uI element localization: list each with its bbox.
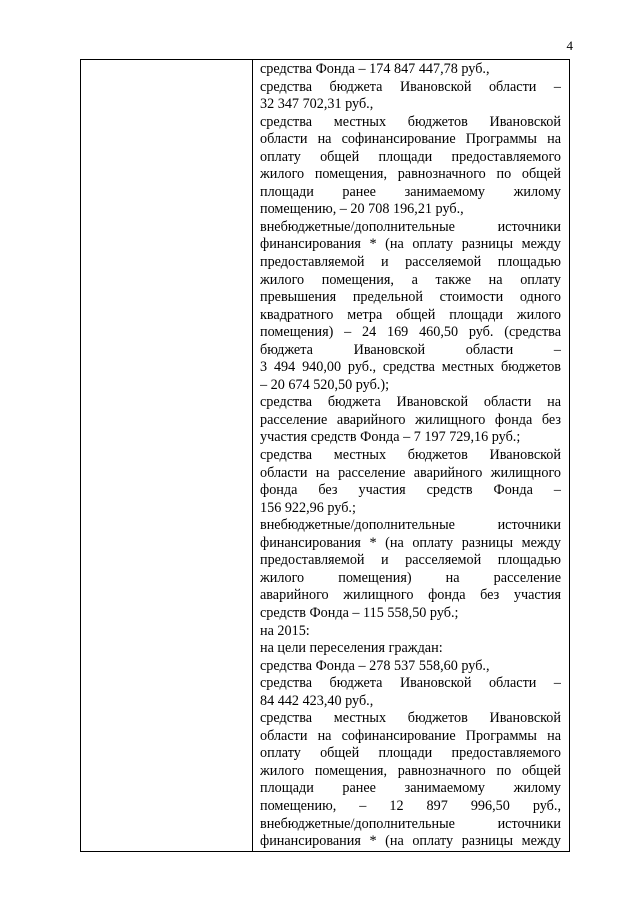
- text-line: жилого помещения, равнозначного по общей: [260, 166, 561, 183]
- text-line: финансирования * (на оплату разницы между: [260, 534, 561, 551]
- text-line: средства бюджета Ивановской области –: [260, 675, 561, 692]
- text-line: области на расселение аварийного жилищного: [260, 464, 561, 481]
- text-line: на 2015:: [260, 622, 310, 639]
- text-line: предоставляемой и расселяемой площадью: [260, 552, 561, 569]
- table-left-cell: [81, 60, 253, 852]
- text-line: средства Фонда – 174 847 447,78 руб.,: [260, 61, 490, 77]
- text-line: предоставляемой и расселяемой площадью: [260, 254, 561, 271]
- text-line: 32 347 702,31 руб.,: [260, 96, 374, 113]
- text-line: финансирования * (на оплату разницы между: [260, 833, 561, 850]
- text-line: внебюджетные/дополнительные источники: [260, 517, 561, 534]
- text-line: расселение аварийного жилищного фонда без: [260, 411, 561, 428]
- text-line: области на софинансирование Программы на: [260, 131, 561, 148]
- text-line: оплату общей площади предоставляемого: [260, 148, 561, 165]
- text-line: – 20 674 520,50 руб.);: [260, 376, 390, 393]
- text-line: средства бюджета Ивановской области –: [260, 78, 561, 95]
- text-line: внебюджетные/дополнительные источники: [260, 815, 561, 832]
- text-line: фонда без участия средств Фонда –: [260, 482, 561, 499]
- text-line: жилого помещения) на расселение: [260, 569, 561, 586]
- text-line: средства Фонда – 278 537 558,60 руб.,: [260, 657, 490, 674]
- text-line: помещения) – 24 169 460,50 руб. (средства: [260, 324, 561, 341]
- text-line: средства местных бюджетов Ивановской: [260, 710, 561, 727]
- text-line: квадратного метра общей площади жилого: [260, 306, 561, 323]
- text-line: на цели переселения граждан:: [260, 640, 443, 657]
- text-line: средства бюджета Ивановской области на: [260, 394, 561, 411]
- table-right-cell: [253, 60, 570, 852]
- text-line: внебюджетные/дополнительные источники: [260, 218, 561, 235]
- text-block: [260, 61, 561, 851]
- text-line: области на софинансирование Программы на: [260, 727, 561, 744]
- text-line: средства местных бюджетов Ивановской: [260, 447, 561, 464]
- text-line: средства местных бюджетов Ивановской: [260, 113, 561, 130]
- text-line: финансирования * (на оплату разницы между: [260, 236, 561, 253]
- text-line: 156 922,96 руб.;: [260, 499, 356, 516]
- text-line: бюджета Ивановской области –: [260, 341, 561, 358]
- text-line: участия средств Фонда – 7 197 729,16 руб.;: [260, 429, 521, 446]
- document-table: [80, 59, 570, 852]
- text-line: превышения предельной стоимости одного: [260, 289, 561, 306]
- text-line: площади ранее занимаемому жилому: [260, 780, 561, 797]
- table-row: [81, 60, 570, 852]
- text-line: 84 442 423,40 руб.,: [260, 692, 374, 709]
- text-line: помещению, – 12 897 996,50 руб.,: [260, 797, 561, 814]
- text-line: жилого помещения, равнозначного по общей: [260, 762, 561, 779]
- text-line: жилого помещения, а также на оплату: [260, 271, 561, 288]
- text-line: помещению, – 20 708 196,21 руб.,: [260, 201, 464, 218]
- text-line: оплату общей площади предоставляемого: [260, 745, 561, 762]
- text-line: 3 494 940,00 руб., средства местных бюджетов: [260, 359, 561, 376]
- text-line: средств Фонда – 115 558,50 руб.;: [260, 604, 459, 621]
- text-line: аварийного жилищного фонда без участия: [260, 587, 561, 604]
- page-number: 4: [566, 38, 573, 53]
- text-line: площади ранее занимаемому жилому: [260, 183, 561, 200]
